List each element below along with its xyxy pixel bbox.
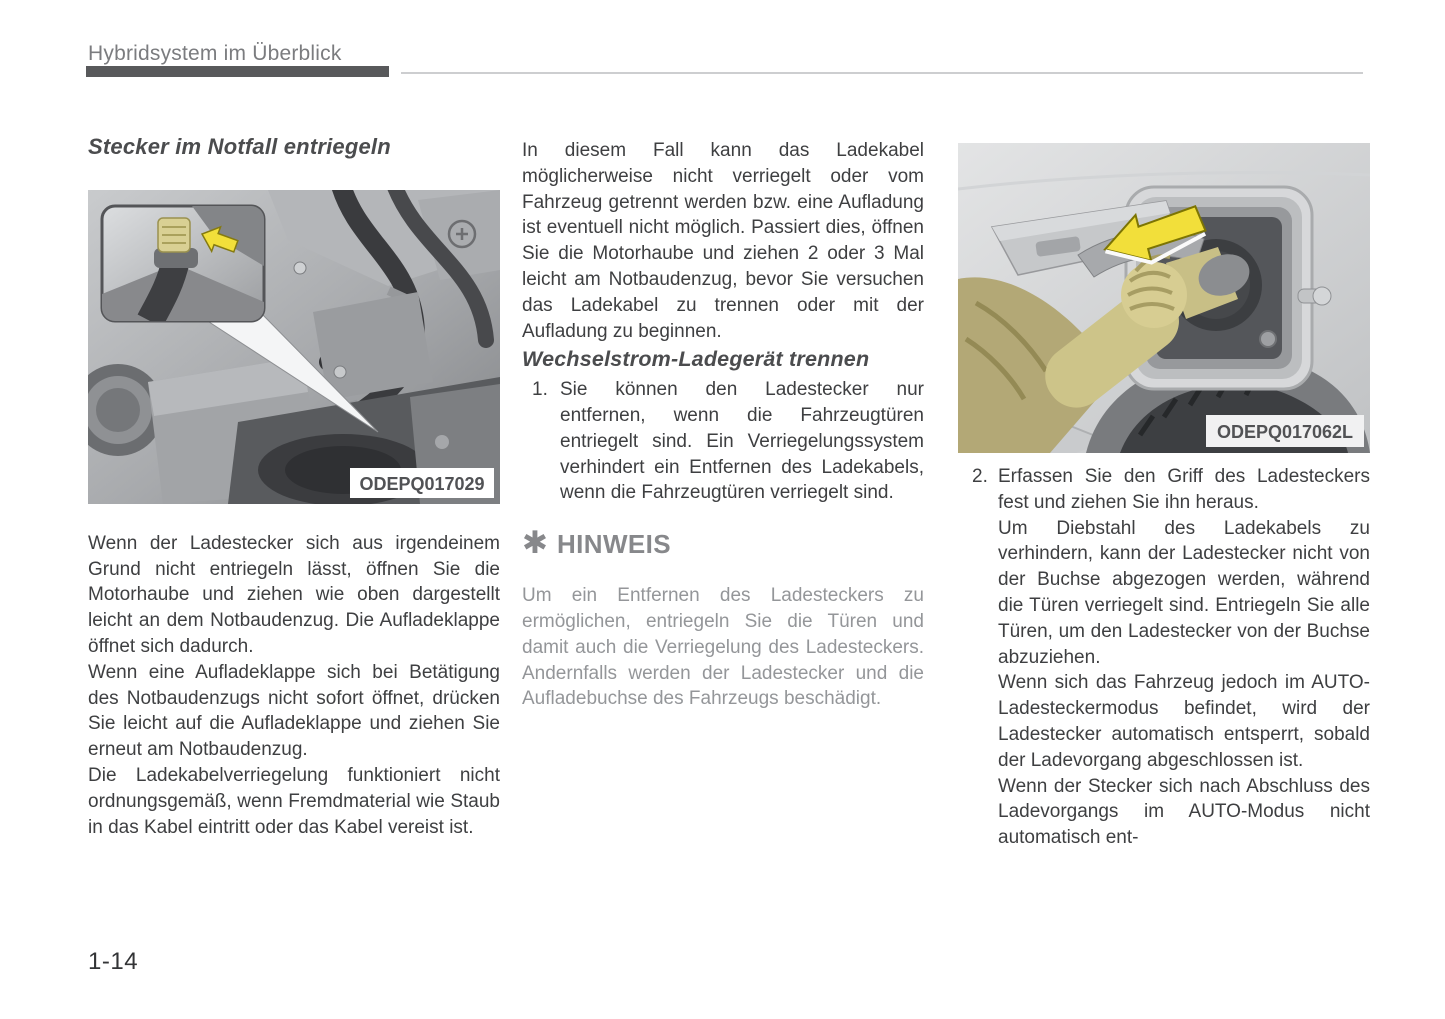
charge-port-figure	[958, 143, 1370, 453]
subsection-heading: Wechselstrom-Ladegerät trennen	[522, 347, 870, 372]
figure-caption: ODEPQ017062L	[1216, 422, 1354, 442]
engine-bay-figure	[88, 190, 500, 504]
hinweis-header	[522, 525, 924, 562]
figure-caption: ODEPQ017029	[359, 473, 485, 494]
port-pin	[1313, 287, 1331, 305]
paragraph: Um Diebstahl des Ladekabels zu verhindern, kann der Ladestecker nicht von der Buchse abgezogen werden, während die Türen verriegelt sind. Entriegeln Sie alle Türen, um den Ladestecker von der Buchse abzuziehen.	[998, 517, 1370, 668]
paragraph: Wenn der Stecker sich nach Abschluss des Ladevorgangs im AUTO-Modus nicht automatisch ent-	[998, 775, 1370, 849]
right-column	[958, 143, 1370, 851]
list-item-text	[998, 464, 1370, 851]
list-number: 1.	[532, 379, 548, 401]
screw	[1260, 331, 1276, 347]
hinweis-body: Um ein Entfernen des Ladesteckers zu ermöglichen, entriegeln Sie die Türen und damit auch die Verriegelung des Ladesteckers. Andernfalls werden der Ladestecker und die Aufladebuchse des Fahrzeugs beschädigt.	[522, 585, 924, 710]
paragraph: Die Ladekabelverriegelung funktioniert nicht ordnungsgemäß, wenn Fremdmaterial wie Staub in das Kabel eintritt oder das Kabel vereist ist.	[88, 764, 500, 838]
hinweis-title: HINWEIS	[556, 528, 672, 559]
hinweis-asterisk-icon: ✱	[522, 525, 548, 562]
header-bar	[86, 66, 389, 77]
header-rule	[401, 72, 1363, 74]
hinweis-note	[522, 525, 924, 712]
left-column	[88, 134, 500, 840]
list-item	[522, 377, 924, 506]
paragraph: Wenn der Ladestecker sich aus irgendeinem Grund nicht entriegeln lässt, öffnen Sie die Motorhaube und ziehen wie oben dargestellt leicht an dem Notbaudenzug. Die Aufladeklappe öffnet sich dadurch.	[88, 532, 500, 657]
list-number: 2.	[972, 466, 988, 487]
paragraph: Wenn sich das Fahrzeug jedoch im AUTO-Ladesteckermodus befindet, wird der Ladestecker automatisch entsperrt, sobald der Ladevorgang abgeschlossen ist.	[998, 672, 1370, 771]
paragraph: Erfassen Sie den Griff des Ladesteckers fest und ziehen Sie ihn heraus.	[998, 466, 1370, 513]
list-item-text: Sie können den Ladestecker nur entfernen, wenn die Fahrzeugtüren entriegelt sind. Ein Verriegelungssystem verhindert ein Entfernen des Ladekabels, wenn die Fahrzeugtüren verriegelt sind.	[560, 379, 924, 504]
middle-column	[522, 138, 924, 712]
engine-bay-illustration	[88, 190, 500, 504]
section-heading: Stecker im Notfall entriegeln	[88, 134, 391, 159]
list-item	[958, 464, 1370, 851]
paragraph: In diesem Fall kann das Ladekabel möglicherweise nicht verriegelt oder vom Fahrzeug getrennt werden bzw. eine Aufladung ist eventuell nicht möglich. Passiert dies, öffnen Sie die Motorhaube und ziehen 2 oder 3 Mal leicht am Notbaudenzug, bevor Sie versuchen das Ladekabel zu trennen oder mit der Aufladung zu beginnen.	[522, 140, 924, 342]
chapter-header-title: Hybridsystem im Überblick	[88, 42, 342, 65]
page-number: 1-14	[88, 948, 139, 975]
left-column-text	[88, 531, 500, 841]
charge-port-illustration	[958, 143, 1370, 453]
paragraph: Wenn eine Aufladeklappe sich bei Betätigung des Notbaudenzugs nicht sofort öffnet, drücken Sie leicht auf die Aufladeklappe und ziehen Sie erneut am Notbaudenzug.	[88, 661, 500, 761]
